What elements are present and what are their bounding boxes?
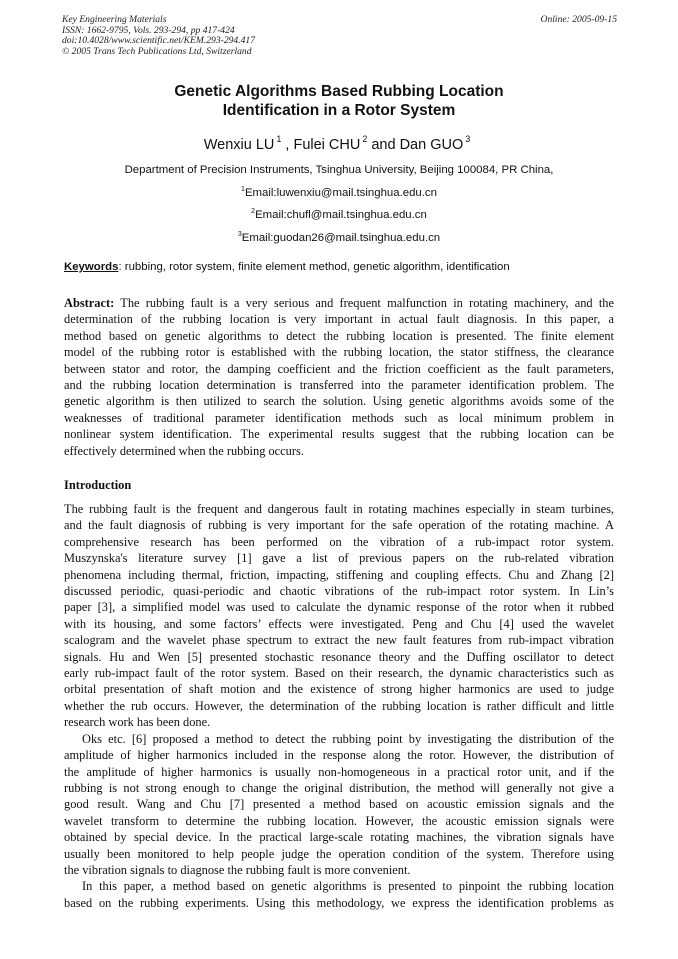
intro-line: the amplitude of higher harmonics is usually non-homogeneous in a practical rotor unit, and if the: [64, 764, 614, 779]
intro-line: orbital presentation of shaft motion and the existence of strong higher harmonics are used to judge: [64, 682, 614, 697]
email-1-sup: 1: [241, 185, 245, 193]
intro-line: early rub-impact fault of the rotor system. Based on their research, the dynamic characteristics such as: [64, 666, 614, 681]
introduction-paragraphs: [64, 501, 614, 911]
paper-title: [0, 82, 678, 120]
email-3-text: Email:guodan26@mail.tsinghua.edu.cn: [241, 231, 441, 244]
keywords-label: Keywords: [64, 261, 119, 273]
abstract-line-text: The rubbing fault is a very serious and frequent malfunction in rotating machinery, and the: [114, 296, 614, 310]
intro-line: and the fault diagnosis of rubbing is very important for the safe operation of the rotating machine. A: [64, 518, 614, 533]
intro-line: discussed periodic, quasi-periodic and chaotic vibrations of the rub-impact rotor system. In Lin’s: [64, 584, 614, 599]
copyright-line: © 2005 Trans Tech Publications Ltd, Switzerland: [62, 45, 252, 57]
affiliation-block: [0, 159, 678, 249]
email-1: [0, 182, 678, 205]
email-1-text: Email:luwenxiu@mail.tsinghua.edu.cn: [244, 186, 437, 199]
intro-line: rubbing is not strong enough to change the original distribution, the method will generally not give a: [64, 780, 614, 795]
abstract-line: weaknesses of traditional parameter identification methods such as local minimum problem in: [64, 410, 614, 425]
abstract-line: between stator and rotor, the damping coefficient and the friction coefficient as the fault parameters,: [64, 361, 614, 376]
email-2-sup: 2: [251, 208, 256, 216]
intro-line: phenomena including thermal, friction, impacting, stiffening and coupling effects. Chu and Zhang [2]: [64, 567, 614, 582]
author-2: , Fulei CHU: [285, 136, 361, 153]
email-3-sup: 3: [237, 230, 242, 238]
intro-line: scalogram and the wavelet phase spectrum to extract the new fault features from rub-impact vibration: [64, 633, 614, 648]
intro-line: research work has been done.: [64, 715, 211, 730]
intro-line: good result. Wang and Chu [7] presented a method based on acoustic emission signals and the: [64, 797, 614, 812]
intro-line: obtained by special device. In the practical large-scale rotating machines, the vibration signals have: [64, 830, 614, 845]
abstract-label: Abstract:: [64, 296, 115, 310]
intro-line: Muszynska's literature survey [1] gave a list of previous papers on the rub-related vibration: [64, 551, 614, 566]
intro-line: the vibration signals to diagnose the rubbing fault is more convenient.: [64, 862, 411, 877]
email-3: [0, 227, 678, 250]
intro-line: wavelet transform to determine the rubbing location. However, the acoustic emission signals were: [64, 813, 614, 828]
abstract-line: nonlinear system identification. The experimental results suggest that the rubbing location can be: [64, 427, 614, 442]
title-line-1: Genetic Algorithms Based Rubbing Location: [174, 83, 504, 100]
department: Department of Precision Instruments, Tsinghua University, Beijing 100084, PR China,: [124, 164, 554, 176]
author-1-sup: 1: [276, 134, 282, 144]
journal-name: Key Engineering Materials: [62, 14, 167, 25]
keywords-line: [64, 259, 624, 275]
abstract-line: [64, 295, 614, 311]
intro-line: signals. Hu and Wen [5] presented stochastic resonance theory and the Duffing oscillator to detect: [64, 649, 614, 664]
section-heading-introduction: Introduction: [64, 478, 132, 492]
abstract-line: effectively determined when the rubbing occurs.: [64, 443, 304, 458]
email-2-text: Email:chufl@mail.tsinghua.edu.cn: [255, 209, 427, 221]
author-3-sup: 3: [465, 134, 471, 144]
title-line-2: Identification in a Rotor System: [222, 102, 456, 119]
intro-line: In this paper, a method based on genetic algorithms is presented to pinpoint the rubbing location: [82, 879, 614, 894]
intro-line: usually been monitored to help people judge the operation condition of the system. Therefore using: [64, 846, 614, 861]
abstract-line: and the rubbing location determination is transferred into the parameter identification problem. The: [64, 378, 614, 393]
author-2-sup: 2: [362, 134, 368, 144]
doi-line: doi:10.4028/www.scientific.net/KEM.293-294.417: [62, 35, 256, 47]
email-2: [0, 204, 678, 227]
abstract-line: genetic algorithm is then utilized to search the solution. Using genetic algorithms avoids some of the: [64, 394, 614, 409]
intro-line: amplitude of higher harmonics included in the response along the rotor. However, the distribution of: [64, 748, 614, 763]
issn-line: ISSN: 1662-9795, Vols. 293-294, pp 417-424: [62, 24, 235, 36]
abstract-line: method based on genetic algorithms to detect the rubbing location is presented. The finite element: [64, 328, 614, 343]
intro-line: based on the rubbing experiments. Using this methodology, we express the identification problems as: [64, 895, 614, 910]
intro-line: The rubbing fault is the frequent and dangerous fault in rotating machines especially in steam turbines,: [64, 502, 614, 516]
author-1: Wenxiu LU: [203, 136, 275, 153]
intro-line: comprehensive research has been performed on the vibration of a rub-impact rotor system.: [64, 534, 614, 549]
abstract-paragraph: [64, 295, 614, 459]
abstract-line: determination of the rubbing location is very important in actual fault diagnosis. In this paper, a: [64, 312, 614, 327]
intro-line: Oks etc. [6] proposed a method to detect the rubbing point by investigating the distribution of the: [82, 731, 614, 746]
keywords-text: : rubbing, rotor system, finite element method, genetic algorithm, identification: [118, 261, 510, 273]
intro-line: whether the rub occurs. However, the determination of the rubbing location is rather difficult and little: [64, 698, 614, 713]
author-list: [0, 131, 678, 154]
intro-line: paper [3], a simplified model was used to calculate the dynamic response of the rotor when it rubbed: [64, 600, 614, 615]
journal-header: [62, 15, 617, 57]
online-date: Online: 2005-09-15: [540, 14, 617, 25]
intro-line: with its housing, and some factors’ effects were investigated. Peng and Chu [4] used the wavelet: [64, 616, 614, 631]
author-3: and Dan GUO: [371, 136, 464, 153]
abstract-line: model of the rubbing rotor is established with the rubbing location, the stator stiffness, the clearance: [64, 345, 614, 360]
